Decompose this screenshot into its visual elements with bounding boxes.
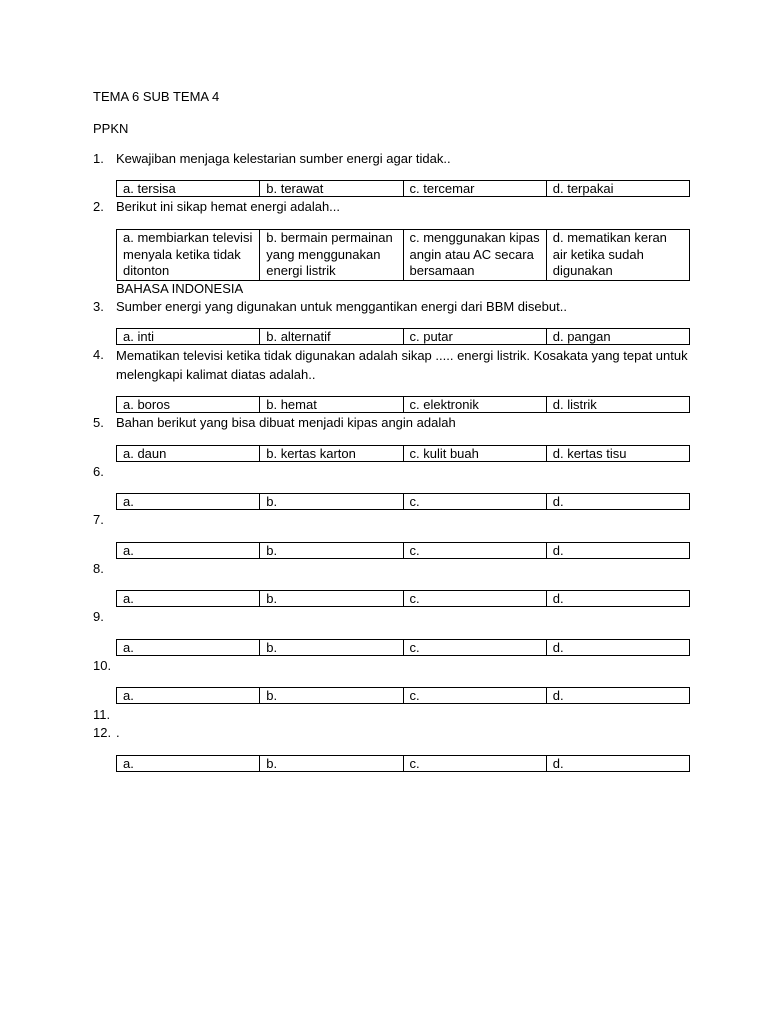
option-d: d. <box>546 756 689 772</box>
option-a: a. <box>117 494 260 510</box>
option-c: c. tercemar <box>403 181 546 197</box>
question-number: 9. <box>93 609 104 624</box>
option-d: d. kertas tisu <box>546 446 689 462</box>
question-number: 5. <box>93 415 104 430</box>
options-table <box>116 445 690 462</box>
option-d: d. <box>546 640 689 656</box>
question-text: Mematikan televisi ketika tidak digunakan adalah sikap ..... energi listrik. Kosakata yang tepat untuk melengkapi kalimat diatas adalah.. <box>116 348 688 382</box>
question-text: Berikut ini sikap hemat energi adalah... <box>116 199 341 214</box>
question-number: 6. <box>93 464 104 479</box>
option-b: b. <box>260 591 403 607</box>
question-number: 4. <box>93 347 104 362</box>
option-c: c. <box>403 591 546 607</box>
option-c: c. <box>403 640 546 656</box>
question-text: Bahan berikut yang bisa dibuat menjadi kipas angin adalah <box>116 415 456 430</box>
option-d: d. <box>546 494 689 510</box>
option-a: a. daun <box>117 446 260 462</box>
options-table <box>116 328 690 345</box>
option-a: a. <box>117 591 260 607</box>
option-c: c. <box>403 688 546 704</box>
question-number: 11. <box>93 707 111 722</box>
option-a: a. <box>117 756 260 772</box>
options-table <box>116 229 690 281</box>
options-table <box>116 687 690 704</box>
theme-heading: TEMA 6 SUB TEMA 4 <box>93 89 220 104</box>
option-c: c. putar <box>403 329 546 345</box>
subject-heading-bahasa-indonesia: BAHASA INDONESIA <box>116 281 244 296</box>
option-c: c. elektronik <box>403 397 546 413</box>
option-a: a. inti <box>117 329 260 345</box>
question-number: 10. <box>93 658 112 673</box>
options-table <box>116 755 690 772</box>
option-b: b. alternatif <box>260 329 403 345</box>
option-a: a. boros <box>117 397 260 413</box>
question-number: 1. <box>93 151 104 166</box>
option-a: a. <box>117 640 260 656</box>
option-d: d. terpakai <box>546 181 689 197</box>
question-number: 12. <box>93 725 112 740</box>
option-d: d. <box>546 591 689 607</box>
option-b: b. hemat <box>260 397 403 413</box>
option-d: d. pangan <box>546 329 689 345</box>
option-b: b. <box>260 494 403 510</box>
question-text: Kewajiban menjaga kelestarian sumber energi agar tidak.. <box>116 151 451 166</box>
options-table <box>116 493 690 510</box>
option-d: d. mematikan keran air ketika sudah digunakan <box>546 230 689 281</box>
option-c: c. <box>403 756 546 772</box>
option-a: a. <box>117 688 260 704</box>
options-table <box>116 639 690 656</box>
question-text: . <box>116 725 120 740</box>
option-b: b. <box>260 688 403 704</box>
option-c: c. menggunakan kipas angin atau AC secara bersamaan <box>403 230 546 281</box>
options-table <box>116 542 690 559</box>
question-number: 7. <box>93 512 104 527</box>
option-c: c. <box>403 494 546 510</box>
options-table <box>116 180 690 197</box>
option-b: b. <box>260 640 403 656</box>
options-table <box>116 396 690 413</box>
option-b: b. terawat <box>260 181 403 197</box>
subject-heading-ppkn: PPKN <box>93 121 129 136</box>
option-a: a. <box>117 543 260 559</box>
option-b: b. <box>260 543 403 559</box>
option-d: d. listrik <box>546 397 689 413</box>
option-c: c. <box>403 543 546 559</box>
question-number: 8. <box>93 561 104 576</box>
option-b: b. bermain permainan yang menggunakan energi listrik <box>260 230 403 281</box>
option-d: d. <box>546 688 689 704</box>
question-number: 2. <box>93 199 104 214</box>
question-number: 3. <box>93 299 104 314</box>
option-b: b. kertas karton <box>260 446 403 462</box>
option-d: d. <box>546 543 689 559</box>
question-text: Sumber energi yang digunakan untuk menggantikan energi dari BBM disebut.. <box>116 299 567 314</box>
option-a: a. membiarkan televisi menyala ketika tidak ditonton <box>117 230 260 281</box>
option-a: a. tersisa <box>117 181 260 197</box>
option-b: b. <box>260 756 403 772</box>
options-table <box>116 590 690 607</box>
option-c: c. kulit buah <box>403 446 546 462</box>
